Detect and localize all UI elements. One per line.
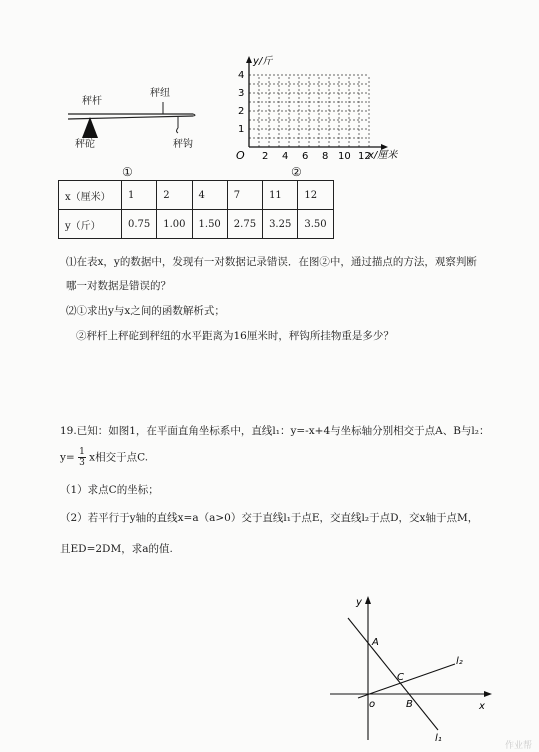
- x-tick-4: 4: [282, 151, 289, 162]
- fig19-x: x: [479, 701, 485, 712]
- table-cell: 12: [298, 181, 333, 210]
- fig19-B: B: [406, 699, 413, 710]
- q18-part1-line2: 哪一对数据是错误的？: [66, 280, 171, 292]
- x-tick-6: 6: [302, 151, 309, 162]
- table-cell: 7: [227, 181, 262, 210]
- y-tick-1: 1: [238, 124, 245, 135]
- marker-graph: ②: [291, 165, 302, 179]
- data-table: [58, 180, 334, 239]
- table-cell: 4: [192, 181, 227, 210]
- x-tick-12: 12: [358, 151, 371, 162]
- table-cell: 11: [263, 181, 298, 210]
- q19-part1: （1）求点C的坐标；: [60, 484, 159, 496]
- label-weight: 秤砣: [75, 139, 95, 150]
- table-row: [59, 210, 334, 239]
- q19-line2-prefix: y=: [60, 451, 75, 464]
- table-cell: 2.75: [227, 210, 262, 239]
- fig19-o: o: [369, 699, 376, 710]
- q19-part2b: 且ED=2DM，求a的值.: [60, 543, 173, 555]
- fig19-C: C: [397, 672, 404, 683]
- x-axis-label: x/厘米: [368, 150, 398, 161]
- q19-line1: 19.已知：如图1，在平面直角坐标系中，直线l₁：y=-x+4与坐标轴分别相交于点A、B与l₂：: [60, 425, 490, 437]
- x-tick-2: 2: [262, 151, 269, 162]
- watermark: 作业帮: [505, 741, 533, 751]
- table-cell: 1.00: [157, 210, 192, 239]
- x-tick-8: 8: [322, 151, 329, 162]
- marker-table: ①: [122, 165, 133, 179]
- q19-line2-suffix: x相交于点C.: [89, 451, 149, 464]
- table-header-x: x（厘米）: [59, 181, 122, 210]
- table-cell: 3.50: [298, 210, 333, 239]
- table-header-y: y（斤）: [59, 210, 122, 239]
- table-cell: 0.75: [122, 210, 157, 239]
- q18-part2b: ②秤杆上秤砣到秤纽的水平距离为16厘米时，秤钩所挂物重是多少？: [76, 330, 394, 342]
- table-cell: 1: [122, 181, 157, 210]
- q19-frac-den: 3: [79, 458, 85, 468]
- y-axis-label: y/斤: [253, 56, 273, 67]
- label-cord: 秤纽: [150, 88, 170, 99]
- y-tick-4: 4: [238, 70, 245, 81]
- y-tick-2: 2: [238, 106, 245, 117]
- q19-figure: [325, 590, 500, 745]
- q19-part2: （2）若平行于y轴的直线x=a（a>0）交于直线l₁于点E，交直线l₂于点D，交x轴于点M，: [60, 512, 479, 524]
- fig19-y: y: [356, 597, 362, 608]
- table-cell: 2: [157, 181, 192, 210]
- origin-label: O: [236, 149, 245, 162]
- label-hook: 秤钩: [173, 139, 193, 150]
- fig19-l1: l₁: [435, 733, 442, 744]
- grid-graph: [225, 55, 415, 170]
- table-cell: 1.50: [192, 210, 227, 239]
- label-arm: 秤杆: [82, 96, 102, 107]
- fig19-l2: l₂: [456, 656, 463, 667]
- q18-part2a: ⑵①求出y与x之间的函数解析式；: [66, 305, 225, 317]
- x-tick-10: 10: [338, 151, 351, 162]
- q19-frac-num: 1: [79, 447, 85, 457]
- table-row: [59, 181, 334, 210]
- y-tick-3: 3: [238, 88, 245, 99]
- q18-part1-line1: ⑴在表x，y的数据中，发现有一对数据记录错误．在图②中，通过描点的方法，观察判断: [66, 256, 477, 268]
- table-cell: 3.25: [263, 210, 298, 239]
- fig19-A: A: [372, 637, 379, 648]
- q19-fraction: [78, 447, 86, 468]
- q19-line2: [60, 447, 148, 477]
